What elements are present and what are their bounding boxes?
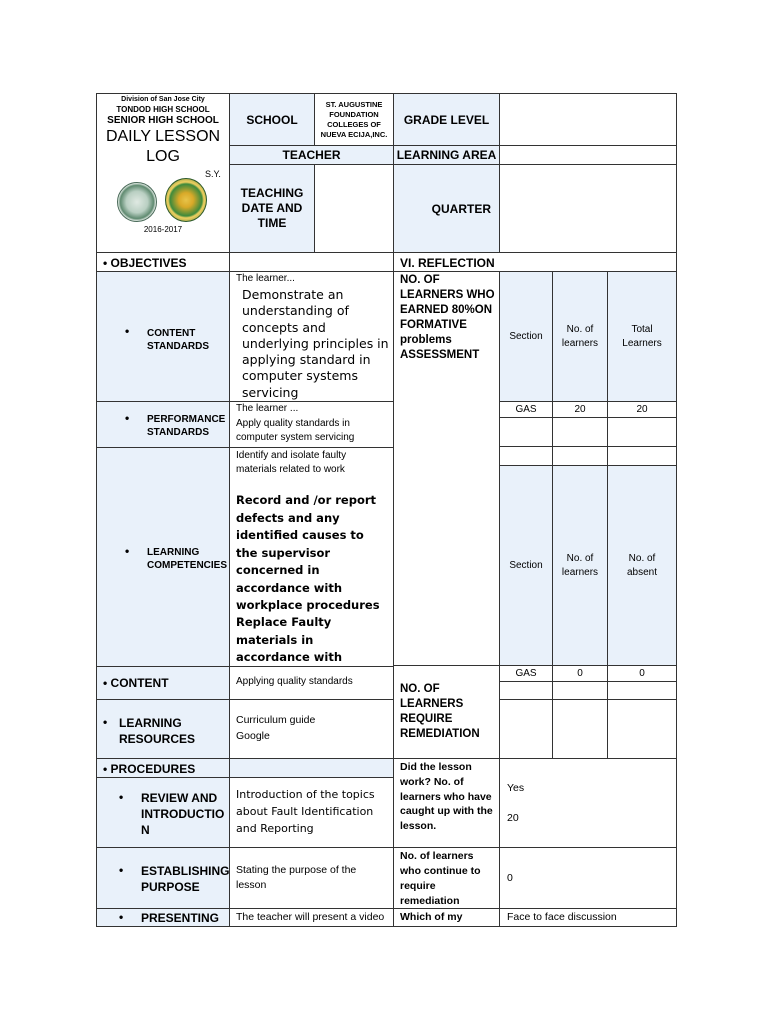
- bullet: •: [125, 411, 130, 425]
- competency-3: Replace Faulty materials in accordance with: [236, 615, 343, 664]
- competencies-label-cell: [96, 447, 230, 667]
- bullet: •: [103, 715, 108, 729]
- which-label: Which of my: [400, 911, 463, 923]
- bullet: •: [125, 324, 130, 338]
- lesson-work-answer-cell: [499, 758, 677, 848]
- performance-text: Apply quality standards in computer system servicing: [236, 418, 355, 443]
- learning-area-label: [393, 145, 500, 165]
- t1-row-total-value: 20: [636, 403, 648, 415]
- t1-header-learners: [552, 271, 608, 402]
- resources-cell: [229, 699, 394, 759]
- procedures-header: • PROCEDURES: [103, 762, 196, 776]
- t1-empty-cell: [607, 417, 677, 447]
- school-name-text: TONDOD HIGH SCHOOL: [116, 105, 210, 114]
- sy-label: S.Y.: [205, 169, 221, 179]
- resource-2: Google: [236, 730, 270, 742]
- content-header: • CONTENT: [103, 676, 169, 690]
- t2-section-label: Section: [509, 559, 543, 571]
- resources-label-cell: [96, 699, 230, 759]
- t1-section-label: Section: [509, 330, 543, 342]
- t1-empty-cell: [607, 446, 677, 466]
- dll-title-line1: DAILY LESSON: [105, 128, 221, 145]
- t2-row-section-value: GAS: [515, 667, 537, 679]
- lesson-work-answer: Yes: [507, 782, 525, 794]
- t2-header-learners: [552, 465, 608, 666]
- establishing-text: Stating the purpose of the lesson: [236, 864, 357, 891]
- reflection-header: VI. REFLECTION: [400, 256, 495, 270]
- t2-header-absent: [607, 465, 677, 666]
- content-standards-label: CONTENT STANDARDS: [147, 328, 210, 352]
- t2-empty-cell: [552, 681, 608, 700]
- review-cell: [229, 777, 394, 848]
- t1-row-section: [499, 401, 553, 418]
- t1-total-label: Total Learners: [622, 323, 662, 349]
- content-standards-label-cell: [96, 271, 230, 402]
- teaching-date-text: TEACHING DATE AND TIME: [240, 186, 304, 230]
- competencies-cell: [229, 447, 394, 667]
- grade-level-text: GRADE LEVEL: [403, 112, 490, 127]
- t1-header-section: [499, 271, 553, 402]
- t2-learners-label: No. of learners: [561, 552, 599, 578]
- earned-label: NO. OF LEARNERS WHO EARNED 80%ON FORMATIVE problems ASSESSMENT: [400, 274, 495, 361]
- caught-up-answer: 20: [507, 812, 519, 824]
- competencies-label: LEARNING COMPETENCIES: [147, 547, 228, 571]
- t2-row-absent: [607, 665, 677, 682]
- school-label-text: SCHOOL: [246, 112, 298, 127]
- t1-row-learners: [552, 401, 608, 418]
- t1-empty-cell: [552, 446, 608, 466]
- school-seal-logo: [165, 178, 207, 222]
- reflection-header-row: [393, 252, 677, 272]
- teacher-label-text: TEACHER: [282, 148, 341, 162]
- objectives-header-row: [96, 252, 230, 272]
- content-value: Applying quality standards: [236, 676, 353, 687]
- earned-label-cell: [393, 271, 500, 666]
- t2-row-learners-value: 0: [577, 667, 583, 679]
- t2-row-section: [499, 665, 553, 682]
- procedures-header-cell: [96, 758, 230, 778]
- objectives-blank-cell: [229, 252, 394, 272]
- t2-row-absent-value: 0: [639, 667, 645, 679]
- presenting-label: PRESENTING: [141, 911, 220, 925]
- content-label-cell: [96, 666, 230, 700]
- continue-answer: 0: [507, 872, 513, 884]
- deped-seal-logo: [117, 182, 157, 222]
- content-standards-text: Demonstrate an understanding of concepts and underlying principles in applying standard in computer systems servicing: [242, 287, 389, 400]
- quarter-label: [393, 164, 500, 253]
- t1-empty-cell: [552, 417, 608, 447]
- grade-level-label: [393, 93, 500, 146]
- performance-standards-cell: [229, 401, 394, 448]
- establishing-cell: [229, 847, 394, 909]
- learning-area-value[interactable]: [499, 145, 677, 165]
- bullet: •: [125, 544, 130, 558]
- review-label-cell: [96, 777, 230, 848]
- resource-1: Curriculum guide: [236, 714, 316, 726]
- t2-row-learners: [552, 665, 608, 682]
- sy-value: 2016-2017: [143, 225, 183, 234]
- resources-header: LEARNING RESOURCES: [119, 716, 196, 746]
- competency-1: Identify and isolate faulty materials related to work: [236, 450, 347, 475]
- bullet: •: [119, 863, 124, 877]
- presenting-cell: [229, 908, 394, 927]
- teaching-date-value[interactable]: [314, 164, 394, 253]
- content-standards-cell: [229, 271, 394, 402]
- bullet: •: [119, 910, 124, 924]
- performance-intro: The learner ...: [236, 403, 299, 414]
- establishing-label-cell: [96, 847, 230, 909]
- grade-level-value[interactable]: [499, 93, 677, 146]
- t2-empty-cell: [607, 681, 677, 700]
- t2-empty-cell: [607, 699, 677, 759]
- t2-empty-cell: [552, 699, 608, 759]
- t2-empty-cell: [499, 699, 553, 759]
- lesson-work-label-cell: [393, 758, 500, 848]
- competency-2: Record and /or report defects and any identified causes to the supervisor concerned in accordance with workplace procedures: [236, 493, 380, 612]
- which-answer: Face to face discussion: [507, 911, 617, 923]
- t1-empty-cell: [499, 417, 553, 447]
- school-label: [229, 93, 315, 146]
- which-label-cell: [393, 908, 500, 927]
- learning-area-text: LEARNING AREA: [396, 148, 497, 162]
- t1-row-section-value: GAS: [515, 403, 537, 415]
- content-value-cell: [229, 666, 394, 700]
- review-text: [236, 786, 386, 837]
- presenting-label-cell: [96, 908, 230, 927]
- t1-empty-cell: [499, 446, 553, 466]
- t1-learners-label: No. of learners: [561, 323, 599, 349]
- t2-absent-label: No. of absent: [626, 552, 658, 578]
- continue-label: No. of learners who continue to require remediation: [400, 850, 481, 907]
- bullet: •: [119, 790, 124, 804]
- objectives-header: • OBJECTIVES: [103, 256, 187, 270]
- content-standards-intro: The learner...: [236, 273, 295, 284]
- quarter-text: QUARTER: [431, 201, 491, 216]
- lesson-work-label: Did the lesson work? No. of learners who have caught up with the lesson.: [400, 761, 493, 833]
- division-text: Division of San Jose City: [121, 96, 205, 103]
- teacher-label: [229, 145, 394, 165]
- t2-empty-cell: [499, 681, 553, 700]
- review-label: REVIEW AND INTRODUCTIO N: [141, 791, 225, 837]
- continue-answer-cell: [499, 847, 677, 909]
- presenting-text: The teacher will present a video: [236, 911, 385, 923]
- logo-title-cell: [96, 93, 230, 253]
- quarter-value[interactable]: [499, 164, 677, 253]
- senior-high-text: SENIOR HIGH SCHOOL: [107, 115, 219, 126]
- school-value-cell: [314, 93, 394, 146]
- performance-standards-label: PERFORMANCE STANDARDS: [147, 414, 226, 438]
- continue-label-cell: [393, 847, 500, 909]
- review-text-bold: Fault Identification and Reporting: [236, 805, 374, 835]
- t1-row-learners-value: 20: [574, 403, 586, 415]
- t2-header-section: [499, 465, 553, 666]
- which-answer-cell: [499, 908, 677, 927]
- teaching-date-label: [229, 164, 315, 253]
- t1-row-total: [607, 401, 677, 418]
- establishing-label: ESTABLISHING PURPOSE: [141, 864, 230, 894]
- procedures-blank-cell: [229, 758, 394, 778]
- dll-title-line2: LOG: [146, 148, 180, 165]
- remediation-label: NO. OF LEARNERS REQUIRE REMEDIATION: [400, 683, 480, 740]
- performance-standards-label-cell: [96, 401, 230, 448]
- review-text-plain: Introduction of the topics about: [236, 788, 375, 818]
- school-value: ST. AUGUSTINE FOUNDATION COLLEGES OF NUEVA ECIJA,INC.: [320, 99, 388, 139]
- remediation-label-cell: [393, 665, 500, 759]
- t1-header-total: [607, 271, 677, 402]
